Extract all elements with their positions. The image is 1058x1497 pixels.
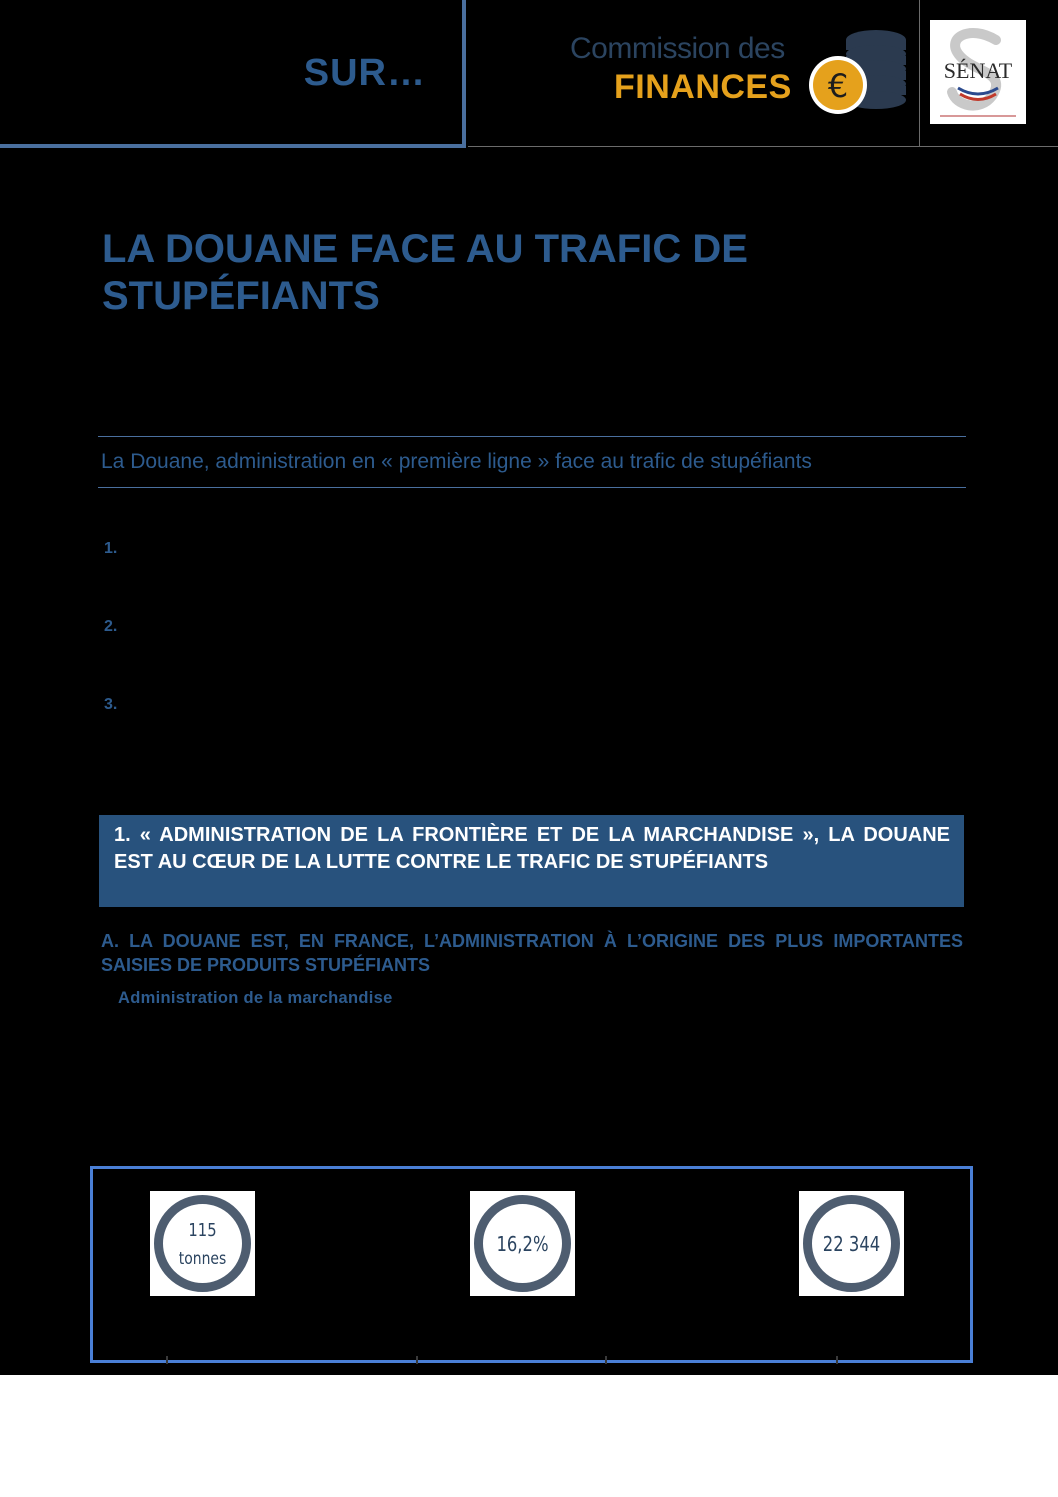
- coin-stack-icon: [808, 24, 912, 124]
- page-subtitle: La Douane, administration en « première ligne » face au trafic de stupéfiants: [101, 450, 812, 473]
- euro-symbol: €: [827, 67, 849, 105]
- subtitle-top-rule: [98, 436, 966, 437]
- summary-item-number: 1.: [104, 540, 118, 557]
- senat-wordmark: SÉNAT: [943, 58, 1013, 83]
- stat-unit: tonnes: [178, 1249, 227, 1269]
- stat-seizure-tonnes: [150, 1191, 255, 1296]
- summary-item-number: 2.: [104, 618, 118, 635]
- box-tick: [605, 1356, 607, 1364]
- stat-value: 16,2%: [496, 1232, 549, 1256]
- subtitle-bottom-rule: [98, 487, 966, 488]
- stat-value: 22 344: [822, 1232, 881, 1256]
- header-sur-panel: [0, 0, 466, 148]
- commission-finances-logo: [468, 0, 920, 147]
- stat-percentage: [470, 1191, 575, 1296]
- box-tick: [416, 1356, 418, 1364]
- subheading-administration: Administration de la marchandise: [118, 989, 393, 1007]
- stat-ring-icon: [150, 1191, 255, 1296]
- senat-logo: [930, 20, 1026, 124]
- section-1-banner: [99, 815, 964, 907]
- header-sur-label: SUR…: [303, 52, 426, 94]
- commission-label: Commission des: [570, 32, 785, 65]
- box-tick: [166, 1356, 168, 1364]
- box-tick: [836, 1356, 838, 1364]
- summary-item-number: 3.: [104, 696, 118, 713]
- subsection-a-heading: A. LA DOUANE EST, EN FRANCE, L’ADMINISTRATION À L’ORIGINE DES PLUS IMPORTANTES SAISIES DE PRODUITS STUPÉFIANTS: [101, 931, 963, 975]
- stat-value: 115: [188, 1220, 217, 1241]
- finances-label: FINANCES: [614, 68, 792, 106]
- senat-logo-panel: [920, 0, 1058, 147]
- section-1-heading: 1. « ADMINISTRATION DE LA FRONTIÈRE ET DE LA MARCHANDISE », LA DOUANE EST AU CŒUR DE LA LUTTE CONTRE LE TRAFIC DE STUPÉFIANTS: [114, 824, 950, 873]
- page-title: LA DOUANE FACE AU TRAFIC DE STUPÉFIANTS: [102, 227, 748, 318]
- stat-count: [799, 1191, 904, 1296]
